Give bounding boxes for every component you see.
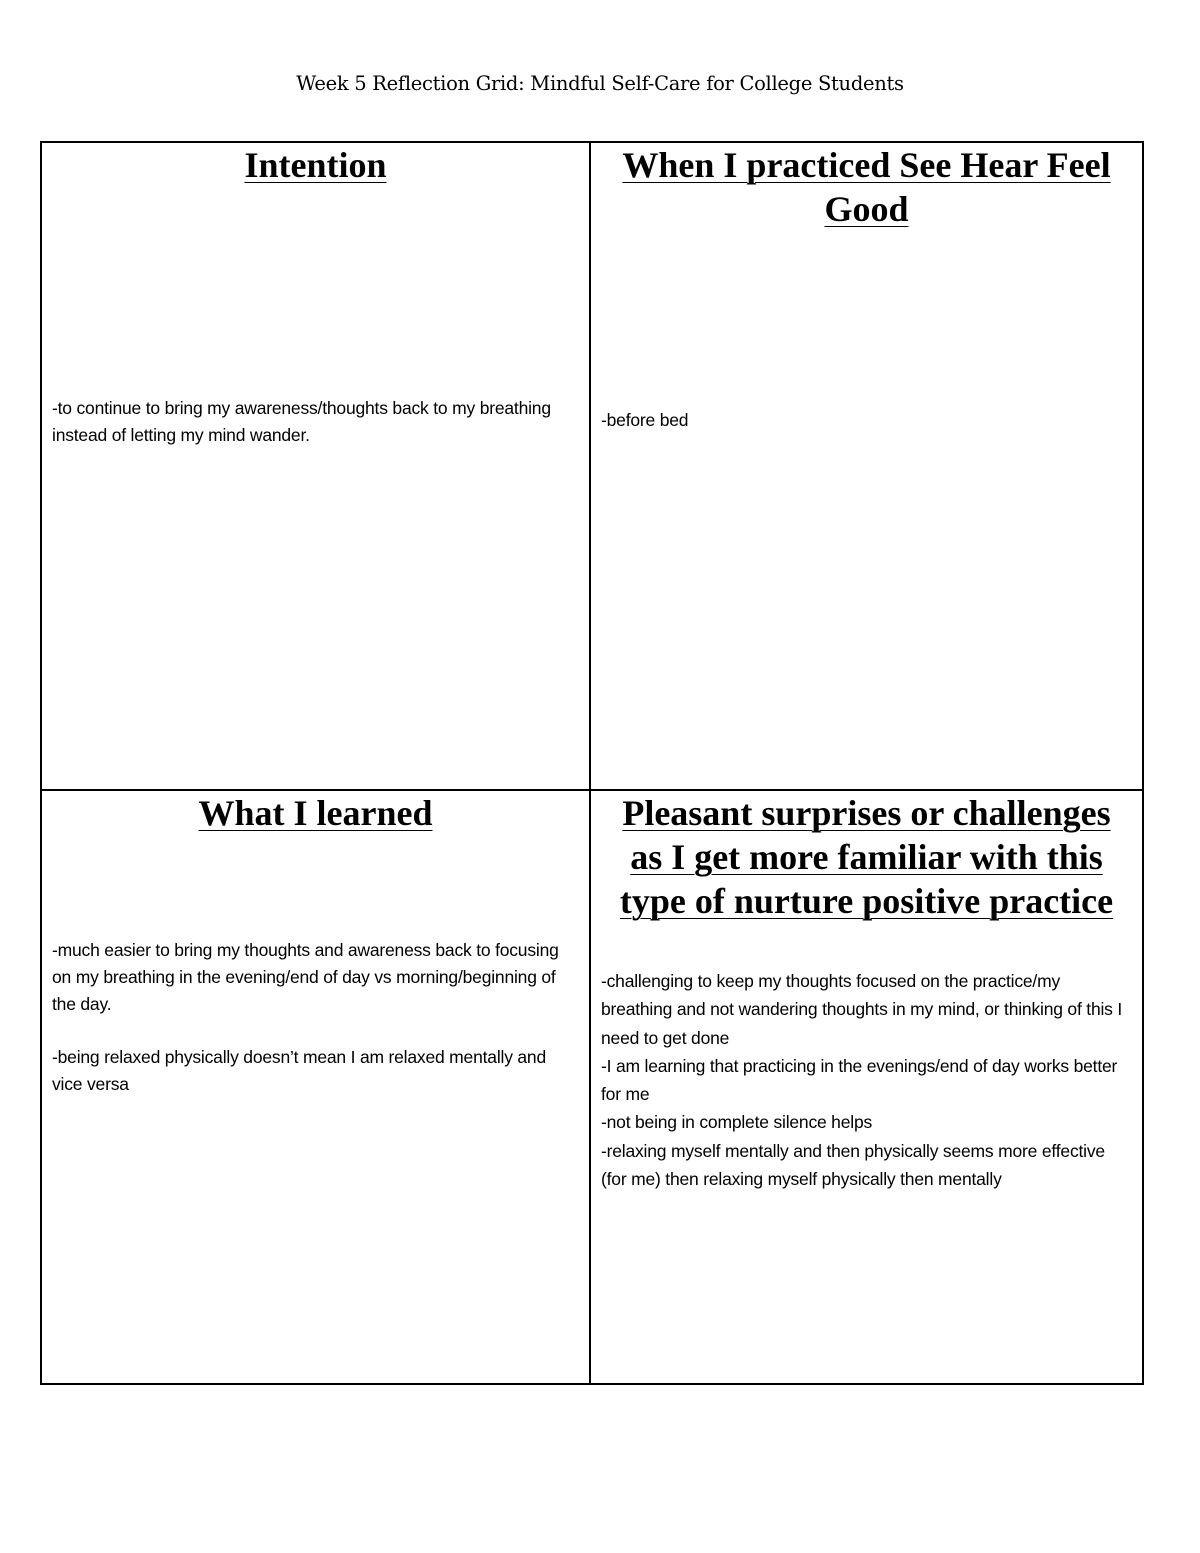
surprises-text <box>601 967 1126 1193</box>
surprises-heading: Pleasant surprises or challenges as I get more familiar with this type of nurture positive practice <box>619 793 1114 921</box>
what-learned-heading: What I learned <box>198 793 433 833</box>
what-learned-paragraph: -much easier to bring my thoughts and awareness back to focusing on my breathing in the evening/end of day vs morning/beginning of the day. <box>52 940 559 1014</box>
cell-surprises-challenges <box>591 791 1142 1383</box>
what-learned-paragraph: -being relaxed physically doesn’t mean I am relaxed mentally and vice versa <box>52 1047 546 1094</box>
when-practiced-heading: When I practiced See Hear Feel Good <box>622 145 1111 229</box>
surprises-paragraph: -relaxing myself mentally and then physically seems more effective (for me) then relaxing myself physically then mentally <box>601 1140 1105 1190</box>
when-practiced-text <box>601 407 1121 434</box>
cell-when-practiced <box>591 143 1142 789</box>
intention-text <box>52 395 572 449</box>
reflection-grid <box>40 141 1144 1385</box>
intention-heading: Intention <box>244 145 387 185</box>
what-learned-text <box>52 937 572 1098</box>
surprises-paragraph: -not being in complete silence helps <box>601 1112 873 1133</box>
when-practiced-paragraph: -before bed <box>601 410 689 430</box>
surprises-paragraph: -challenging to keep my thoughts focused on the practice/my breathing and not wandering thoughts in my mind, or thinking of this I need to get done <box>601 971 1123 1048</box>
intention-paragraph: -to continue to bring my awareness/thoughts back to my breathing instead of letting my mind wander. <box>52 398 551 445</box>
cell-what-learned <box>42 791 589 1383</box>
cell-intention <box>42 143 589 789</box>
document-title: Week 5 Reflection Grid: Mindful Self-Care for College Students <box>296 72 904 95</box>
surprises-paragraph: -I am learning that practicing in the evenings/end of day works better for me <box>601 1055 1118 1105</box>
